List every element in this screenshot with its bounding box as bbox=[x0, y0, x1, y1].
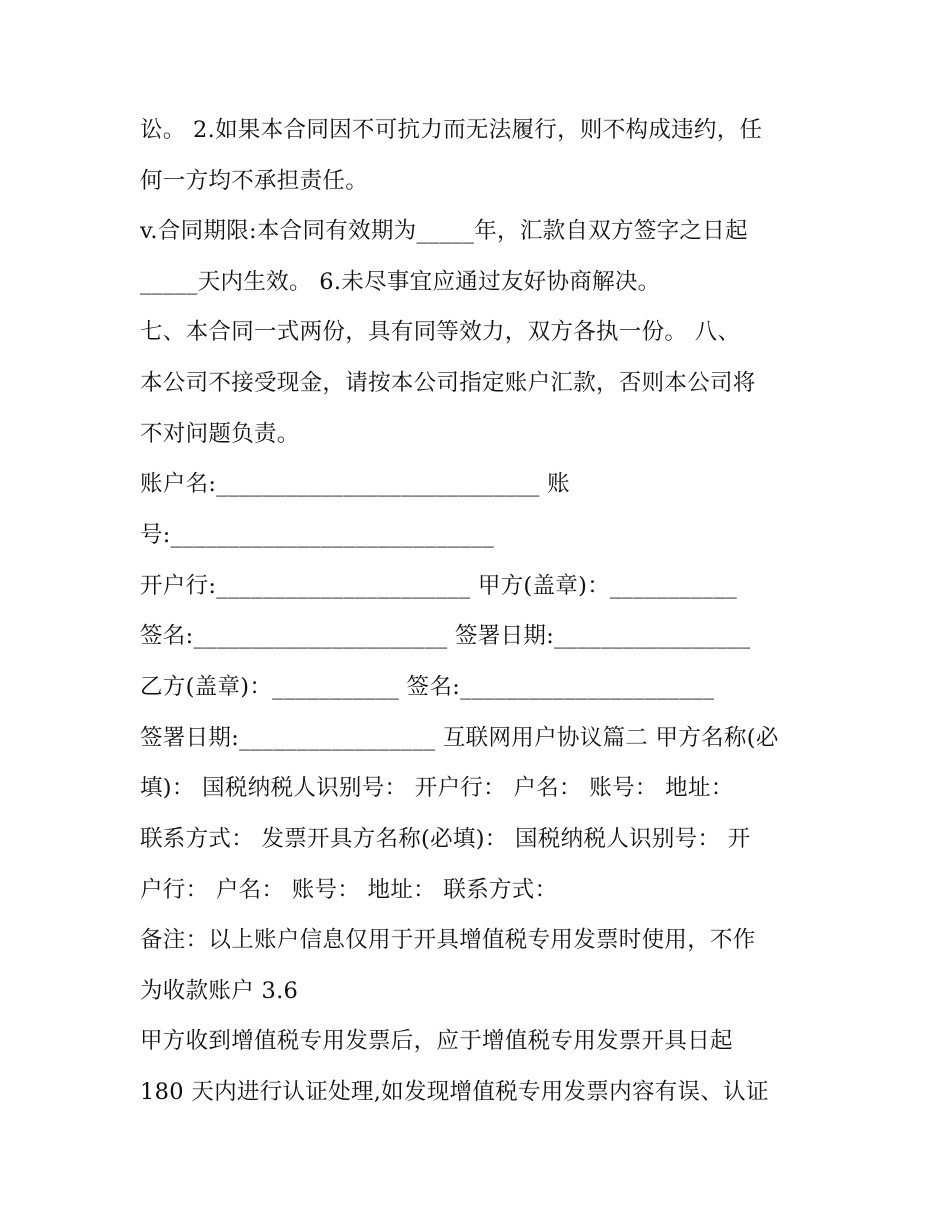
text-line: 签署日期:_________________ 互联网用户协议篇二 甲方名称(必 bbox=[140, 725, 779, 751]
text-line: 何一方均不承担责任。 bbox=[140, 168, 369, 194]
text-line: _____天内生效。 6.未尽事宜应通过友好协商解决。 bbox=[140, 269, 661, 295]
text-line: 开户行:______________________ 甲方(盖章)：___________ bbox=[140, 573, 738, 599]
text-line: 签名:______________________ 签署日期:_________________ bbox=[140, 623, 751, 649]
text-line: 账户名:____________________________ 账 bbox=[140, 471, 570, 497]
text-line: 户行： 户名： 账号： 地址： 联系方式： bbox=[140, 877, 558, 903]
text-line: v.合同期限:本合同有效期为_____年，汇款自双方签字之日起 bbox=[140, 218, 748, 244]
text-line: 填)： 国税纳税人识别号： 开户行： 户名： 账号： 地址： bbox=[140, 775, 734, 801]
text-line: 七、本合同一式两份，具有同等效力，双方各执一份。 八、 bbox=[140, 319, 741, 345]
text-line: 备注：以上账户信息仅用于开具增值税专用发票时使用，不作 bbox=[140, 927, 756, 953]
text-line: 甲方收到增值税专用发票后，应于增值税专用发票开具日起 bbox=[140, 1028, 733, 1054]
text-line: 不对问题负责。 bbox=[140, 421, 300, 447]
text-line: 号:____________________________ bbox=[140, 522, 495, 548]
text-line: 乙方(盖章)：___________ 签名:______________________ bbox=[140, 674, 715, 700]
text-line: 本公司不接受现金，请按本公司指定账户汇款，否则本公司将 bbox=[140, 370, 756, 396]
text-line: 讼。 2.如果本合同因不可抗力而无法履行，则不构成违约，任 bbox=[140, 117, 763, 143]
text-line: 联系方式： 发票开具方名称(必填)： 国税纳税人识别号： 开 bbox=[140, 826, 751, 852]
text-line: 为收款账户 3.6 bbox=[140, 978, 299, 1004]
text-line: 180 天内进行认证处理,如发现增值税专用发票内容有误、认证 bbox=[140, 1079, 769, 1105]
